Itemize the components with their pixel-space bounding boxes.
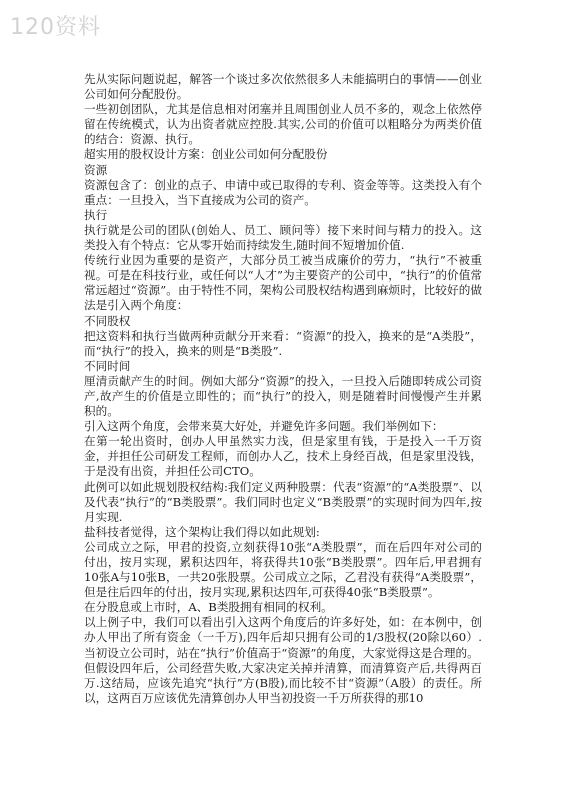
paragraph: 公司成立之际，甲君的投资,立刻获得10张“A类股票”，而在后四年对公司的付出，按月实现，累积达四年，将获得共10张“B类股票”。四年后,甲君拥有10张A与10张B，一共20张股票。公司成立之际，乙君没有获得“A类股票”，但是往后四年的付出，按月实现,累积达四年,可获得40张“B类股票”。 (84, 539, 482, 600)
paragraph: 但假设四年后，公司经营失败,大家决定关掉并清算，而清算资产后,共得两百万.这结局，应该先追究“执行”方(B股),而比较不甘“资源”（A股）的责任。所以，这两百万应该优先清算创办人甲当初投资一千万所获得的那10 (84, 660, 482, 705)
paragraph: 一些初创团队，尤其是信息相对闭塞并且周围创业人员不多的，观念上依然停留在传统模式，认为出资者就应控股.其实,公司的价值可以粗略分为两类价值的结合：资源、执行。 (84, 102, 482, 147)
paragraph: 传统行业因为重要的是资产，大部分员工被当成廉价的劳力，“执行”不被重视。可是在科技行业，或任何以“人才”为主要资产的公司中，“执行”的价值常常远超过“资源”。由于特性不同，架构公司股权结构遇到麻烦时，比较好的做法是引入两个角度： (84, 253, 482, 313)
paragraph: 引入这两个角度，会带来莫大好处，并避免许多问题。我们举例如下： (84, 419, 444, 434)
paragraph: 厘清贡献产生的时间。例如大部分“资源”的投入，一旦投入后随即转成公司资产,故产生的价值是立即性的；而“执行”的投入，则是随着时间慢慢产生并累积的。 (84, 373, 482, 419)
section-heading: 资源 (84, 162, 108, 177)
section-heading: 执行 (84, 207, 108, 222)
document-body (84, 72, 482, 706)
watermark: 120资料 (10, 15, 101, 40)
paragraph: 执行就是公司的团队(创始人、员工、顾问等）接下来时间与精力的投入。这类投入有个特点：它从零开始而持续发生,随时间不短增加价值. (84, 222, 482, 253)
paragraph: 以上例子中，我们可以看出引入这两个角度后的许多好处，如：在本例中，创办人甲出了所有资金（一千万),四年后却只拥有公司的1/3股权(20除以60）.当初设立公司时，站在“执行”价值高于“资源”的角度，大家觉得这是合理的。 (84, 615, 482, 660)
paragraph: 把这资料和执行当做两种贡献分开来看：“资源”的投入，换来的是“A类股”，而“执行”的投入，换来的则是“B类股”. (84, 328, 482, 358)
paragraph: 在分股息或上市时，A、B类股拥有相同的权利。 (84, 600, 333, 615)
paragraph: 在第一轮出资时，创办人甲虽然实力浅，但是家里有钱，于是投入一千万资金，并担任公司研发工程师，而创办人乙，技术上身经百战，但是家里没钱，于是没有出资，并担任公司CTO。 (84, 434, 482, 479)
paragraph: 盐科技者觉得，这个架构让我们得以如此规划: (84, 524, 320, 539)
paragraph: 先从实际问题说起，解答一个谈过多次依然很多人未能搞明白的事情——创业公司如何分配股份。 (84, 72, 482, 102)
section-heading: 不同时间 (84, 358, 131, 373)
section-heading: 不同股权 (84, 313, 131, 328)
section-heading: 超实用的股权设计方案：创业公司如何分配股份 (84, 147, 328, 162)
paragraph: 此例可以如此规划股权结构:我们定义两种股票：代表“资源”的“A类股票”、以及代表“执行”的“B类股票”。我们同时也定义“B类股票”的实现时间为四年,按月实现. (84, 479, 482, 524)
paragraph: 资源包含了：创业的点子、申请中或已取得的专利、资金等等。这类投入有个重点：一旦投入，当下直接成为公司的资产。 (84, 177, 482, 207)
